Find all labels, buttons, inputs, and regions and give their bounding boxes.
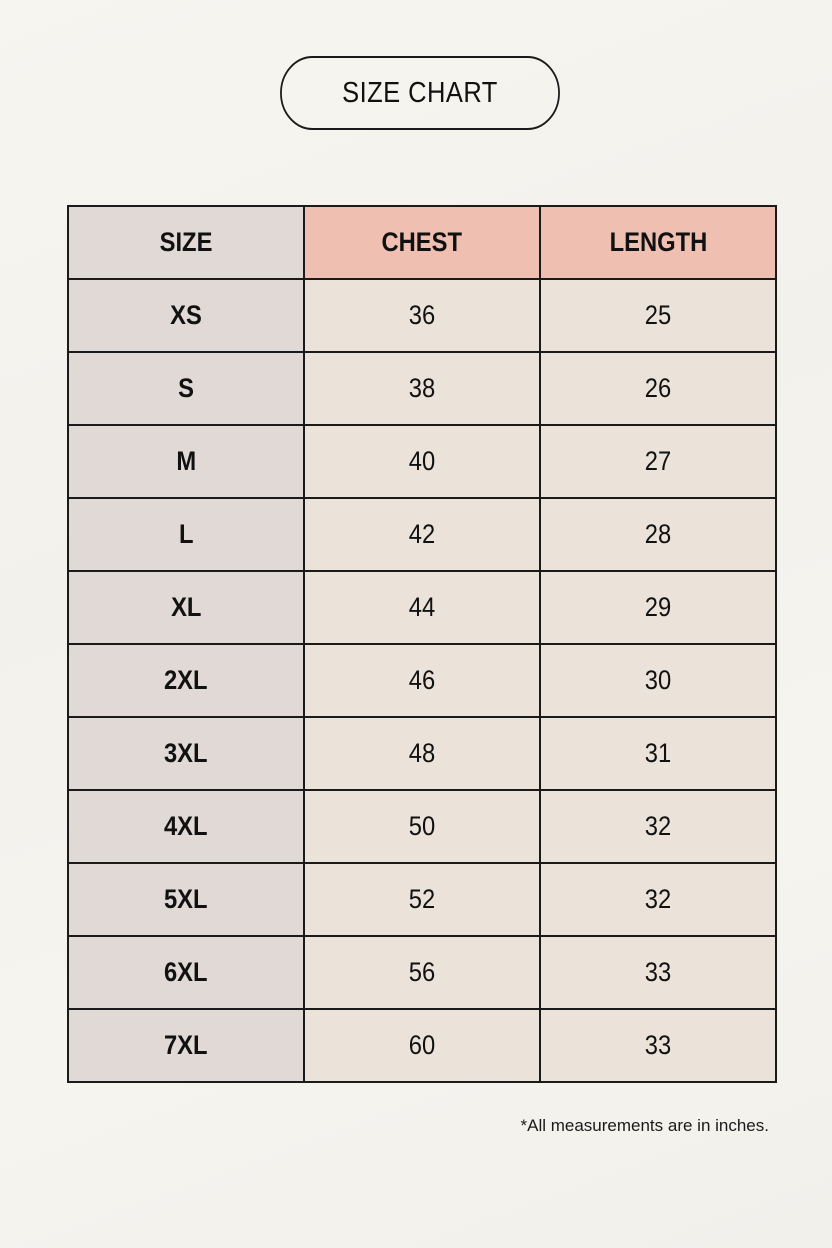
table-row <box>68 863 776 936</box>
chest-cell: 38 <box>304 352 540 425</box>
size-cell: S <box>68 352 304 425</box>
length-cell: 33 <box>540 1009 776 1082</box>
length-cell: 27 <box>540 425 776 498</box>
header-chest: CHEST <box>304 206 540 279</box>
size-cell: L <box>68 498 304 571</box>
size-cell: M <box>68 425 304 498</box>
size-cell: 3XL <box>68 717 304 790</box>
size-cell: 5XL <box>68 863 304 936</box>
size-chart-table <box>67 205 777 1083</box>
table-row <box>68 790 776 863</box>
table-header-row <box>68 206 776 279</box>
size-cell: 4XL <box>68 790 304 863</box>
size-cell: XS <box>68 279 304 352</box>
header-size: SIZE <box>68 206 304 279</box>
length-cell: 29 <box>540 571 776 644</box>
length-cell: 32 <box>540 790 776 863</box>
table-row <box>68 1009 776 1082</box>
page-title-text: SIZE CHART <box>342 76 498 109</box>
table-row <box>68 936 776 1009</box>
length-cell: 25 <box>540 279 776 352</box>
length-cell: 31 <box>540 717 776 790</box>
size-cell: 6XL <box>68 936 304 1009</box>
size-cell: 2XL <box>68 644 304 717</box>
length-cell: 30 <box>540 644 776 717</box>
length-cell: 32 <box>540 863 776 936</box>
chest-cell: 36 <box>304 279 540 352</box>
chest-cell: 44 <box>304 571 540 644</box>
chest-cell: 56 <box>304 936 540 1009</box>
chest-cell: 52 <box>304 863 540 936</box>
chest-cell: 46 <box>304 644 540 717</box>
page-title <box>280 56 560 130</box>
length-cell: 28 <box>540 498 776 571</box>
chest-cell: 60 <box>304 1009 540 1082</box>
table-row <box>68 571 776 644</box>
table-row <box>68 717 776 790</box>
length-cell: 26 <box>540 352 776 425</box>
chest-cell: 48 <box>304 717 540 790</box>
chest-cell: 40 <box>304 425 540 498</box>
table-row <box>68 425 776 498</box>
table-row <box>68 279 776 352</box>
size-cell: 7XL <box>68 1009 304 1082</box>
header-length: LENGTH <box>540 206 776 279</box>
table-row <box>68 352 776 425</box>
chest-cell: 42 <box>304 498 540 571</box>
size-cell: XL <box>68 571 304 644</box>
table-row <box>68 498 776 571</box>
table-row <box>68 644 776 717</box>
chest-cell: 50 <box>304 790 540 863</box>
length-cell: 33 <box>540 936 776 1009</box>
measurement-footnote: *All measurements are in inches. <box>520 1116 769 1135</box>
